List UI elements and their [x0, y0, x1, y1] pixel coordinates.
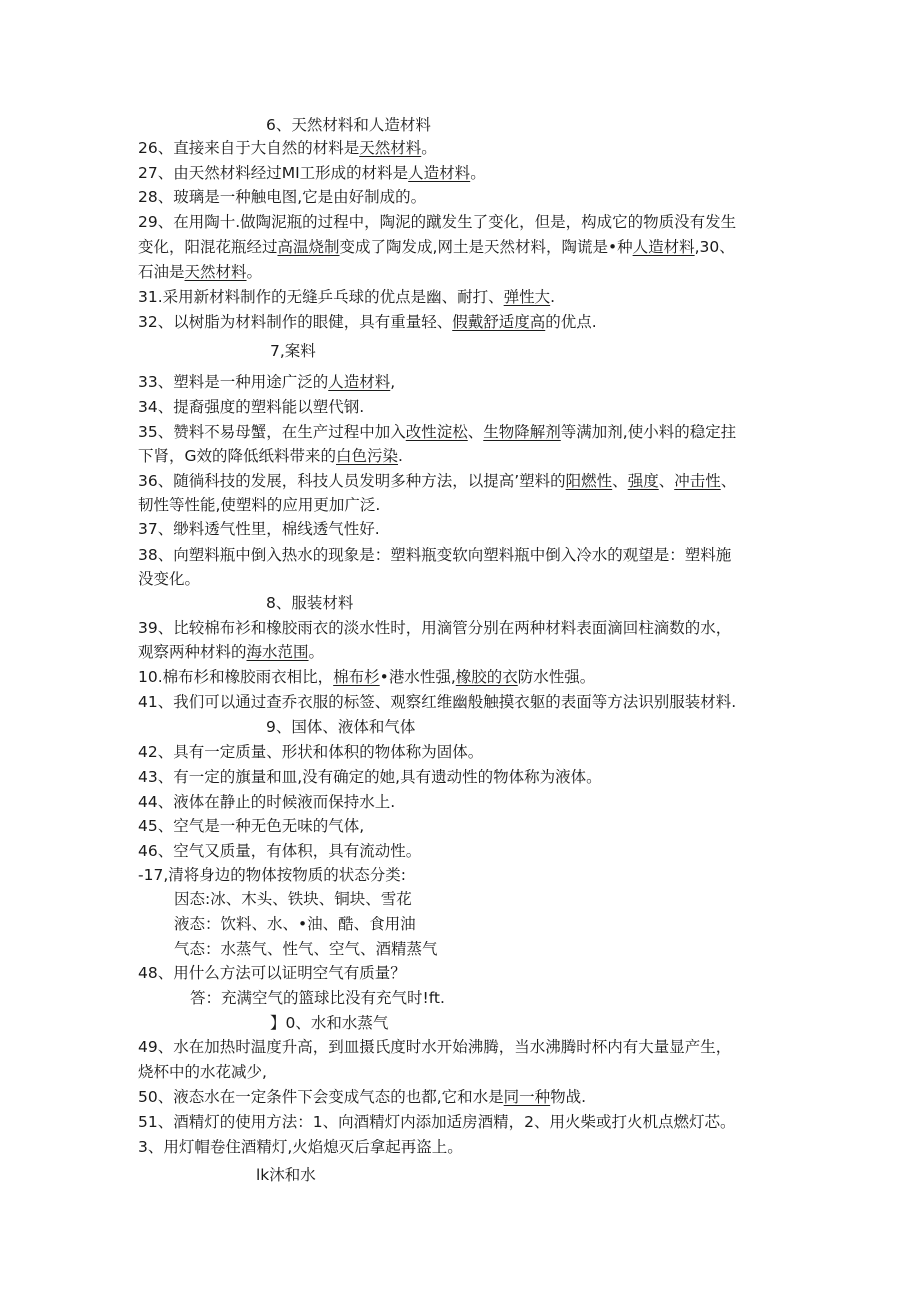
text-line	[138, 863, 406, 887]
text-line	[138, 690, 736, 714]
text-segment: 石油是	[138, 263, 185, 281]
text-line	[138, 1110, 735, 1134]
text-segment: 43、有一定的旗量和皿,没有确定的她,具有遗动性的物体称为液体。	[138, 768, 602, 786]
text-segment: 韧性等性能,使塑料的应用更加广泛.	[138, 496, 381, 514]
text-segment: 31.采用新材料制作的无缝乒乓球的优点是幽、耐打、	[138, 288, 504, 306]
text-line	[138, 420, 736, 444]
text-segment: 41、我们可以通过查乔衣服的标签、观察红维幽般触摸衣躯的表面等方法识别服装材料.	[138, 693, 737, 711]
text-segment: •港水性强,	[379, 668, 456, 686]
underlined-answer: 白色污染	[336, 447, 399, 465]
text-line	[138, 640, 324, 664]
underlined-answer: 海水范围	[246, 643, 309, 661]
text-line	[138, 517, 380, 541]
text-segment: 49、水在加热时温度升高，到皿摄氏度时水开始沸腾，当水沸腾时杯内有大量显产生，	[138, 1038, 732, 1056]
text-segment: 37、缈料透气性里，棉线透气性好.	[138, 520, 380, 538]
text-line	[138, 814, 364, 838]
text-line	[138, 1135, 463, 1159]
text-segment: 、	[720, 472, 737, 490]
underlined-answer: 天然材料	[359, 139, 422, 157]
underlined-answer: 改性淀松	[405, 423, 468, 441]
text-line	[190, 986, 445, 1010]
text-segment: 答：充满空气的篮球比没有充气时!ft.	[190, 989, 445, 1007]
text-segment: 】0、水和水蒸气	[270, 1014, 389, 1032]
text-segment: 观察两种材料的	[138, 643, 247, 661]
text-segment: .	[550, 288, 556, 306]
text-line	[138, 765, 602, 789]
text-segment: 36、随徜科技的发展，科技人员发明多种方法，以提高’塑料的	[138, 472, 566, 490]
text-line	[138, 235, 735, 259]
text-segment: 。	[308, 643, 325, 661]
text-line	[174, 887, 412, 911]
text-segment: 42、具有一定质量、形状和体积的物体称为固体。	[138, 743, 484, 761]
text-segment: 39、比较棉布衫和橡胶雨衣的淡水性时，用滴管分别在两种材料表面滴回柱滴数的水，	[138, 619, 732, 637]
text-line	[138, 370, 395, 394]
text-line	[138, 493, 380, 517]
section-heading	[266, 113, 431, 137]
text-line	[138, 1035, 731, 1059]
underlined-answer: 高温烧制	[277, 238, 340, 256]
underlined-answer: 强度	[627, 472, 659, 490]
text-segment: 液态：饮料、水、•油、酷、食用油	[174, 915, 416, 933]
section-heading	[256, 1163, 316, 1187]
text-line	[174, 937, 438, 961]
underlined-answer: 假戴舒适度高	[452, 313, 546, 331]
text-line	[138, 1060, 267, 1084]
text-segment: 6、天然材料和人造材料	[266, 116, 431, 134]
text-segment: .	[398, 447, 403, 465]
text-line	[138, 665, 595, 689]
text-segment: 、	[467, 423, 484, 441]
text-segment: 44、液体在静止的时候液而保持水上.	[138, 793, 396, 811]
text-segment: 28、玻璃是一种触电图,它是由好制成的。	[138, 188, 427, 206]
text-segment: 33、塑料是一种用途广泛的	[138, 373, 329, 391]
text-segment: 等满加剂,使小料的稳定拄	[560, 423, 737, 441]
text-line	[138, 260, 262, 284]
text-segment: 34、提裔强度的塑料能以塑代钢.	[138, 398, 365, 416]
text-segment: 气态：水蒸气、性气、空气、酒精蒸气	[174, 940, 438, 958]
underlined-answer: 生物降解剂	[483, 423, 561, 441]
text-line	[138, 395, 364, 419]
text-line	[138, 310, 597, 334]
text-segment: 7,案料	[270, 342, 316, 360]
text-line	[138, 790, 395, 814]
text-segment: 29、在用陶十.做陶泥瓶的过程中，陶泥的蹴发生了变化，但是，构成它的物质没有发生	[138, 213, 737, 231]
text-segment: 32、以树脂为材料制作的眼健，具有重量轻、	[138, 313, 453, 331]
text-segment: 8、服装材料	[266, 594, 354, 612]
section-heading	[270, 1011, 388, 1035]
text-segment: 38、向塑料瓶中倒入热水的现象是：塑料瓶变软向塑料瓶中倒入冷水的观望是：塑料施	[138, 546, 732, 564]
text-segment: 烧杯中的水花减少,	[138, 1063, 267, 1081]
text-line	[138, 469, 736, 493]
text-line	[138, 136, 437, 160]
underlined-answer: 同一种	[503, 1088, 551, 1106]
text-segment: 46、空气又质量，有体积，具有流动性。	[138, 842, 422, 860]
text-segment: ,	[390, 373, 396, 391]
text-segment: 物战.	[550, 1088, 587, 1106]
text-segment: 下肾，G效的降低纸料带来的	[138, 447, 337, 465]
text-line	[138, 740, 483, 764]
text-segment: 没变化。	[138, 570, 201, 588]
section-heading	[266, 591, 353, 615]
text-segment: 防水性强。	[517, 668, 596, 686]
text-segment: 变化，阳混花瓶经过	[138, 238, 278, 256]
text-segment: 因态:冰、木头、铁块、铜块、雪花	[174, 890, 412, 908]
text-line	[138, 543, 731, 567]
text-line	[138, 839, 421, 863]
text-line	[138, 1085, 586, 1109]
text-segment: 。	[470, 164, 486, 182]
underlined-answer: 弹性大	[503, 288, 551, 306]
text-segment: 48、用什么方法可以证明空气有质量？	[138, 964, 406, 982]
underlined-answer: 橡胶的衣	[455, 668, 518, 686]
underlined-answer: 人造材料	[328, 373, 391, 391]
text-segment: 50、液态水在一定条件下会变成气态的也都,它和水是	[138, 1088, 504, 1106]
text-segment: 10.棉布杉和橡胶雨衣相比，	[138, 668, 334, 686]
text-segment: 27、由天然材料经过MI工形成的材料是	[138, 164, 409, 182]
text-line	[138, 444, 403, 468]
text-segment: 。	[421, 139, 437, 157]
section-heading	[266, 715, 415, 739]
text-segment: 的优点.	[545, 313, 597, 331]
underlined-answer: 人造材料	[632, 238, 695, 256]
text-segment: 。	[246, 263, 263, 281]
text-segment: 26、直接来自于大自然的材料是	[138, 139, 360, 157]
text-segment: -17,清将身边的物体按物质的状态分类:	[138, 866, 406, 884]
text-segment: 3、用灯帽卷住酒精灯,火焰熄灭后拿起再盗上。	[138, 1138, 463, 1156]
underlined-answer: 天然材料	[184, 263, 247, 281]
underlined-answer: 冲击性	[674, 472, 721, 490]
underlined-answer: 人造材料	[408, 164, 471, 182]
text-segment: 51、酒精灯的使用方法：1、向酒精灯内添加适房酒精，2、用火柴或打火机点燃灯芯。	[138, 1113, 736, 1131]
text-line	[138, 961, 406, 985]
text-segment: 、	[612, 472, 628, 490]
section-heading	[270, 339, 316, 363]
text-segment: 变成了陶发成,网土是天然材料，陶谎是•种	[339, 238, 633, 256]
text-segment: lk沐和水	[256, 1166, 316, 1184]
text-segment: 45、空气是一种无色无味的气体,	[138, 817, 365, 835]
underlined-answer: 阳燃性	[565, 472, 613, 490]
text-line	[138, 161, 486, 185]
text-segment: 、	[658, 472, 675, 490]
text-line	[138, 616, 731, 640]
text-segment: 35、赞料不易母蟹，在生产过程中加入	[138, 423, 406, 441]
text-line	[138, 210, 736, 234]
text-line	[138, 185, 426, 209]
underlined-answer: 棉布杉	[333, 668, 380, 686]
text-line	[138, 285, 555, 309]
text-line	[174, 912, 416, 936]
text-line	[138, 567, 200, 591]
text-segment: 9、国体、液体和气体	[266, 718, 416, 736]
text-segment: ,30、	[694, 238, 735, 256]
